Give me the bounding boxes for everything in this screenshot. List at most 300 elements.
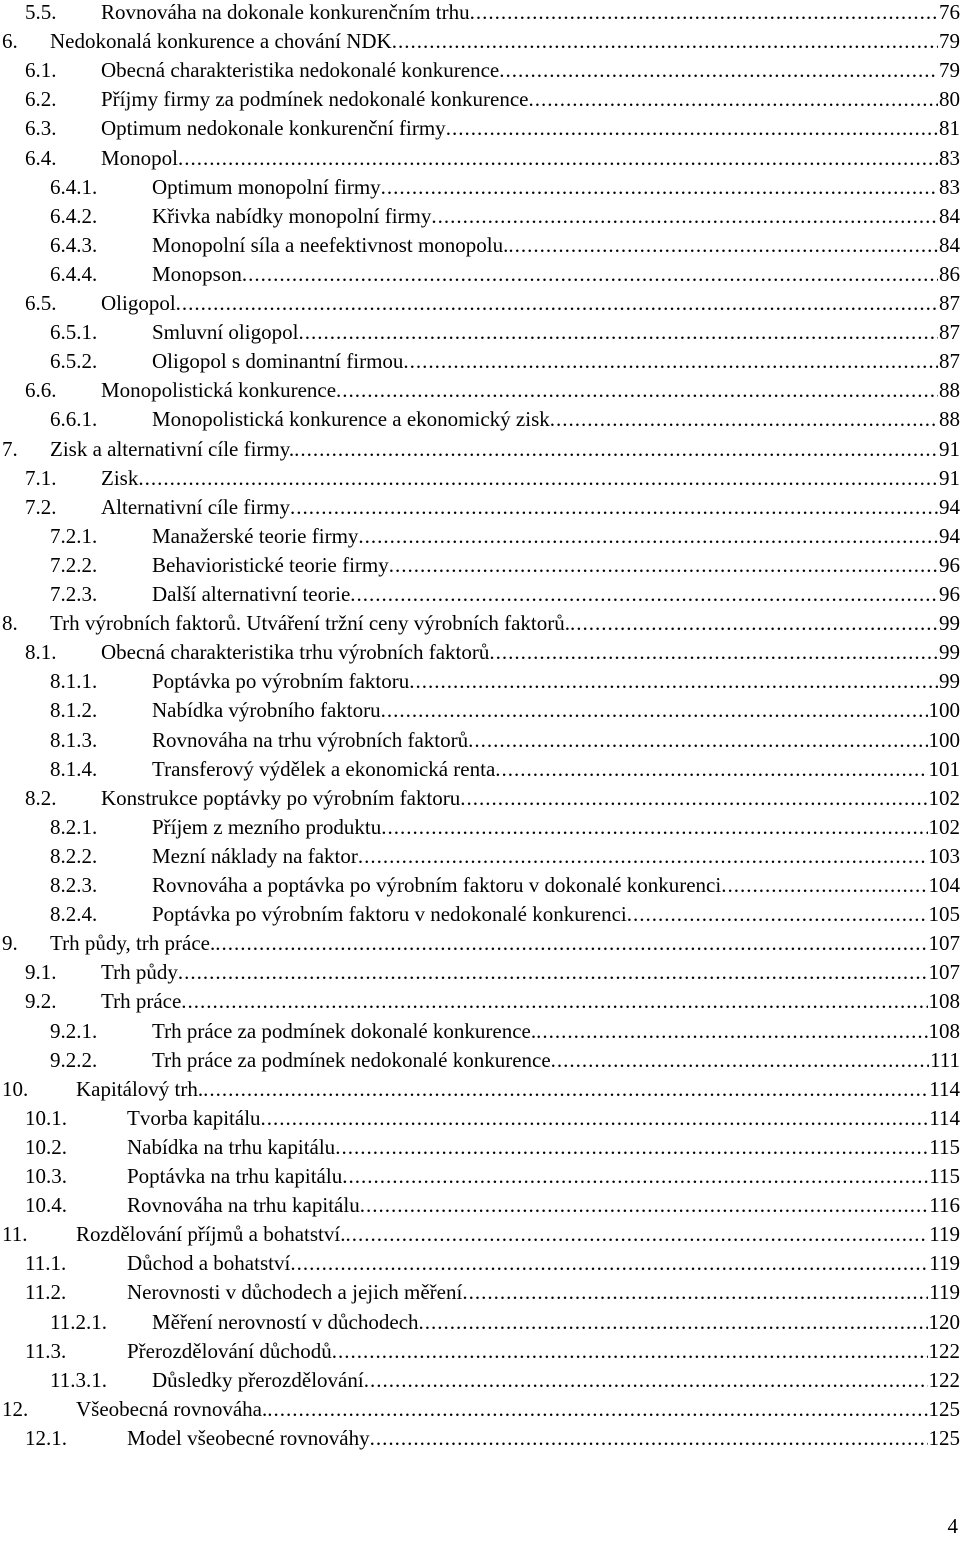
toc-entry-title: Rovnováha na trhu kapitálu (127, 1193, 360, 1218)
toc-entry-number: 6.2. (25, 87, 57, 112)
toc-entry-number: 7.1. (25, 465, 57, 490)
toc-entry-title: Zisk (101, 465, 139, 490)
toc-entry-title: Poptávka po výrobním faktoru v nedokonalé konkurenci (152, 902, 627, 927)
toc-dot-leader (267, 1395, 927, 1424)
toc-entry-page: 87 (939, 349, 960, 374)
toc-dot-leader (550, 405, 938, 434)
toc-entry-number: 6.4.1. (50, 174, 98, 199)
toc-entry-title: Oligopol s dominantní firmou (152, 349, 404, 374)
toc-entry-page: 122 (928, 1367, 960, 1392)
toc-dot-leader (431, 202, 938, 231)
toc-entry-page: 120 (928, 1309, 960, 1334)
toc-entry-page: 104 (928, 873, 960, 897)
toc-entry-number: 12.1. (25, 1425, 67, 1450)
toc-entry-number: 6.4.2. (50, 203, 98, 228)
toc-entry-title: Behavioristické teorie firmy (152, 552, 389, 577)
toc-dot-leader (536, 1017, 927, 1046)
toc-entry[interactable] (0, 580, 960, 609)
toc-dot-leader (345, 1220, 928, 1249)
toc-entry-number: 11.2.1. (50, 1309, 107, 1334)
toc-entry-line (127, 1104, 960, 1133)
toc-dot-leader (499, 56, 938, 85)
toc-entry-number: 9.2.1. (50, 1018, 98, 1043)
toc-entry-page: 76 (939, 0, 960, 24)
toc-entry-page: 91 (939, 465, 960, 490)
toc-entry[interactable] (0, 1308, 960, 1337)
toc-entry[interactable] (0, 27, 960, 56)
toc-entry-page: 119 (929, 1280, 960, 1305)
toc-entry-page: 100 (928, 727, 960, 752)
toc-entry-line (101, 638, 960, 667)
toc-entry-line (76, 1220, 960, 1249)
toc-entry-page: 116 (929, 1193, 960, 1218)
toc-entry-page: 83 (939, 174, 960, 199)
toc-entry-line (101, 56, 960, 85)
toc-entry-number: 6.4.4. (50, 261, 98, 286)
toc-entry-page: 79 (939, 58, 960, 83)
toc-entry[interactable] (0, 842, 960, 871)
toc-entry-line (50, 435, 960, 464)
toc-entry-page: 125 (928, 1396, 960, 1421)
toc-dot-leader (370, 1424, 928, 1453)
toc-entry-page: 96 (939, 552, 960, 577)
toc-entry-number: 9.2.2. (50, 1047, 98, 1072)
toc-entry-page: 105 (928, 902, 960, 927)
toc-entry-title: Tvorba kapitálu (127, 1105, 261, 1130)
toc-entry-page: 83 (939, 145, 960, 170)
toc-entry-title: Poptávka na trhu kapitálu (127, 1164, 343, 1188)
toc-entry-line (101, 987, 960, 1016)
toc-entry-page: 114 (929, 1105, 960, 1130)
toc-entry[interactable] (0, 987, 960, 1016)
toc-entry-number: 9. (2, 931, 18, 956)
toc-entry-number: 11.1. (25, 1251, 67, 1276)
toc-entry-line (127, 1337, 960, 1366)
toc-entry-page: 96 (939, 582, 960, 606)
toc-entry[interactable] (0, 755, 960, 784)
toc-dot-leader (178, 144, 938, 173)
toc-entry-page: 102 (928, 785, 960, 810)
toc-dot-leader (528, 85, 938, 114)
toc-entry[interactable] (0, 1278, 960, 1307)
toc-entry-title: Poptávka po výrobním faktoru (152, 669, 410, 694)
toc-entry[interactable] (0, 435, 960, 464)
toc-entry-line (50, 27, 960, 56)
toc-entry-page: 99 (939, 611, 960, 636)
toc-dot-leader (298, 318, 938, 347)
toc-dot-leader (508, 231, 938, 260)
toc-dot-leader (381, 173, 938, 202)
toc-entry-number: 7.2.1. (50, 523, 98, 548)
toc-entry[interactable] (0, 1395, 960, 1424)
toc-entry-title: Monopol (101, 145, 179, 170)
toc-entry-title: Trh půdy (101, 960, 178, 985)
toc-entry[interactable] (0, 231, 960, 260)
toc-entry-line (101, 144, 960, 173)
toc-entry-number: 10.2. (25, 1134, 67, 1159)
toc-entry-page: 119 (929, 1222, 960, 1247)
toc-entry-page: 108 (928, 989, 960, 1014)
toc-entry[interactable] (0, 1133, 960, 1162)
toc-entry[interactable] (0, 318, 960, 347)
toc-dot-leader (381, 813, 927, 842)
toc-entry-number: 8.2.4. (50, 902, 98, 927)
toc-dot-leader (290, 1249, 928, 1278)
toc-entry[interactable] (0, 1366, 960, 1395)
toc-entry-number: 9.2. (25, 989, 57, 1014)
toc-entry-line (127, 1162, 960, 1191)
toc-entry-title: Důchod a bohatství (127, 1251, 291, 1276)
toc-entry-line (101, 958, 960, 987)
toc-entry[interactable] (0, 1162, 960, 1191)
toc-entry-page: 84 (939, 203, 960, 228)
toc-dot-leader (570, 609, 938, 638)
toc-dot-leader (215, 929, 927, 958)
toc-entry-page: 125 (928, 1425, 960, 1450)
toc-dot-leader (460, 784, 927, 813)
toc-entry[interactable] (0, 202, 960, 231)
toc-dot-leader (178, 958, 928, 987)
toc-entry-page: 80 (939, 87, 960, 112)
toc-dot-leader (381, 696, 928, 725)
toc-entry-title: Další alternativní teorie (152, 582, 351, 606)
toc-entry-title: Nabídka výrobního faktoru (152, 698, 381, 723)
toc-entry-page: 94 (939, 523, 960, 548)
toc-entry[interactable] (0, 1075, 960, 1104)
toc-entry-number: 8.2.1. (50, 814, 98, 839)
toc-entry-title: Důsledky přerozdělování (152, 1367, 364, 1392)
toc-entry-number: 8.1.1. (50, 669, 98, 694)
toc-dot-leader (389, 551, 938, 580)
toc-entry-line (152, 696, 960, 725)
toc-entry[interactable] (0, 667, 960, 696)
toc-dot-leader (470, 0, 938, 27)
toc-dot-leader (358, 842, 928, 871)
toc-entry-title: Monopolní síla a neefektivnost monopolu. (152, 232, 509, 257)
toc-entry-title: Křivka nabídky monopolní firmy (152, 203, 432, 228)
toc-entry[interactable] (0, 726, 960, 755)
toc-entry-page: 88 (939, 407, 960, 432)
toc-entry-number: 11.3. (25, 1338, 67, 1363)
toc-entry-title: Trh práce (101, 989, 182, 1014)
toc-dot-leader (409, 667, 938, 696)
toc-entry-line (101, 289, 960, 318)
toc-entry-title: Trh půdy, trh práce. (50, 931, 216, 956)
toc-dot-leader (446, 114, 938, 143)
toc-entry-line (76, 1075, 960, 1104)
toc-dot-leader (290, 493, 938, 522)
toc-entry-title: Nerovnosti v důchodech a jejich měření (127, 1280, 463, 1305)
toc-dot-leader (176, 289, 938, 318)
toc-entry-page: 86 (939, 261, 960, 286)
toc-entry-title: Manažerské teorie firmy (152, 523, 359, 548)
toc-entry-line (152, 405, 960, 434)
toc-entry-title: Přerozdělování důchodů (127, 1338, 332, 1363)
toc-entry-line (152, 580, 960, 609)
toc-entry-line (152, 726, 960, 755)
toc-entry-number: 7. (2, 436, 18, 461)
toc-entry-title: Trh práce za podmínek nedokonalé konkurence (152, 1047, 551, 1072)
toc-entry-number: 11. (2, 1222, 28, 1247)
toc-entry-line (152, 522, 960, 551)
toc-entry[interactable] (0, 958, 960, 987)
toc-dot-leader (336, 376, 938, 405)
toc-entry-number: 11.2. (25, 1280, 67, 1305)
toc-entry-title: Měření nerovností v důchodech (152, 1309, 419, 1334)
toc-dot-leader (358, 522, 938, 551)
toc-entry-page: 107 (928, 960, 960, 985)
toc-dot-leader (495, 755, 927, 784)
toc-entry-line (101, 0, 960, 27)
toc-entry-page: 108 (928, 1018, 960, 1043)
toc-entry-number: 8.2.3. (50, 873, 98, 897)
toc-entry-number: 8. (2, 611, 18, 636)
toc-entry-number: 8.1.3. (50, 727, 98, 752)
toc-entry-page: 115 (929, 1164, 960, 1188)
toc-entry-page: 87 (939, 320, 960, 345)
toc-entry-line (50, 929, 960, 958)
toc-entry[interactable] (0, 696, 960, 725)
toc-entry[interactable] (0, 929, 960, 958)
toc-entry[interactable] (0, 1249, 960, 1278)
toc-entry-page: 101 (928, 756, 960, 781)
toc-entry[interactable] (0, 1191, 960, 1220)
toc-dot-leader (335, 1133, 928, 1162)
toc-entry-number: 8.2. (25, 785, 57, 810)
toc-entry[interactable] (0, 376, 960, 405)
toc-entry-line (152, 202, 960, 231)
toc-entry-number: 6.4. (25, 145, 57, 170)
toc-entry-title: Mezní náklady na faktor (152, 843, 358, 868)
toc-entry-title: Všeobecná rovnováha. (76, 1396, 268, 1421)
toc-entry[interactable] (0, 405, 960, 434)
toc-entry-title: Zisk a alternativní cíle firmy. (50, 436, 295, 461)
toc-entry[interactable] (0, 1046, 960, 1075)
toc-entry-line (152, 551, 960, 580)
toc-entry-line (152, 1308, 960, 1337)
toc-entry-title: Obecná charakteristika trhu výrobních faktorů (101, 640, 490, 665)
toc-entry[interactable] (0, 85, 960, 114)
toc-entry-line (152, 260, 960, 289)
toc-entry[interactable] (0, 56, 960, 85)
toc-entry-page: 111 (930, 1047, 960, 1072)
toc-entry-title: Příjem z mezního produktu (152, 814, 382, 839)
toc-entry-page: 88 (939, 378, 960, 403)
toc-entry[interactable] (0, 173, 960, 202)
toc-entry[interactable] (0, 1337, 960, 1366)
toc-entry[interactable] (0, 289, 960, 318)
toc-dot-leader (294, 435, 938, 464)
toc-entry[interactable] (0, 784, 960, 813)
toc-dot-leader (721, 871, 927, 900)
toc-entry-page: 115 (929, 1134, 960, 1159)
toc-entry-number: 6.6. (25, 378, 57, 403)
toc-entry-title: Obecná charakteristika nedokonalé konkurence (101, 58, 500, 83)
toc-entry-line (127, 1424, 960, 1453)
toc-entry-number: 10.4. (25, 1193, 67, 1218)
toc-dot-leader (364, 1366, 928, 1395)
toc-entry-title: Optimum nedokonale konkurenční firmy (101, 116, 446, 141)
toc-entry-title: Alternativní cíle firmy (101, 494, 290, 519)
toc-entry[interactable] (0, 260, 960, 289)
toc-entry-number: 6.3. (25, 116, 57, 141)
toc-entry[interactable] (0, 347, 960, 376)
toc-entry-title: Nabídka na trhu kapitálu (127, 1134, 336, 1159)
toc-entry-line (101, 114, 960, 143)
toc-entry[interactable] (0, 871, 960, 900)
toc-entry-number: 7.2.3. (50, 582, 98, 606)
toc-dot-leader (462, 1278, 928, 1307)
toc-entry-number: 10.1. (25, 1105, 67, 1130)
toc-entry-number: 10.3. (25, 1164, 67, 1188)
toc-entry-line (101, 493, 960, 522)
toc-entry-line (101, 376, 960, 405)
toc-entry-number: 8.1. (25, 640, 57, 665)
toc-entry-line (152, 318, 960, 347)
toc-entry-title: Transferový výdělek a ekonomická renta (152, 756, 496, 781)
toc-entry-number: 11.3.1. (50, 1367, 107, 1392)
toc-dot-leader (242, 260, 938, 289)
toc-dot-leader (551, 1046, 929, 1075)
toc-dot-leader (332, 1337, 928, 1366)
toc-entry-line (152, 900, 960, 929)
toc-dot-leader (360, 1191, 929, 1220)
toc-entry-page: 79 (939, 29, 960, 54)
toc-entry-page: 87 (939, 291, 960, 315)
toc-entry-page: 107 (928, 931, 960, 956)
toc-entry-page: 100 (928, 698, 960, 723)
toc-entry-line (152, 173, 960, 202)
toc-dot-leader (342, 1162, 928, 1191)
toc-entry-title: Konstrukce poptávky po výrobním faktoru (101, 785, 461, 810)
toc-entry-line (152, 667, 960, 696)
toc-entry-number: 10. (2, 1076, 29, 1101)
toc-entry-number: 5.5. (25, 0, 57, 24)
toc-entry-title: Rovnováha na dokonale konkurenčním trhu (101, 0, 470, 24)
toc-dot-leader (350, 580, 938, 609)
toc-entry-page: 102 (928, 814, 960, 839)
toc-entry-number: 9.1. (25, 960, 57, 985)
toc-entry-title: Trh výrobních faktorů. Utváření tržní ceny výrobních faktorů. (50, 611, 571, 636)
toc-entry-line (152, 813, 960, 842)
toc-entry-line (127, 1191, 960, 1220)
toc-entry-number: 6.4.3. (50, 232, 98, 257)
toc-entry[interactable] (0, 638, 960, 667)
toc-dot-leader (203, 1075, 928, 1104)
toc-entry[interactable] (0, 1017, 960, 1046)
toc-entry-title: Monopolistická konkurence a ekonomický zisk (152, 407, 550, 432)
toc-entry-line (152, 842, 960, 871)
toc-entry-number: 8.1.4. (50, 756, 98, 781)
toc-entry-title: Monopolistická konkurence (101, 378, 337, 403)
toc-entry-line (152, 231, 960, 260)
toc-dot-leader (419, 1308, 928, 1337)
toc-entry-title: Rozdělování příjmů a bohatství. (76, 1222, 346, 1247)
toc-entry-title: Rovnováha a poptávka po výrobním faktoru v dokonalé konkurenci (152, 873, 722, 897)
toc-entry-page: 119 (929, 1251, 960, 1276)
toc-entry-number: 8.1.2. (50, 698, 98, 723)
toc-entry-line (76, 1395, 960, 1424)
toc-dot-leader (392, 27, 938, 56)
toc-entry[interactable] (0, 609, 960, 638)
toc-entry[interactable] (0, 493, 960, 522)
toc-entry-line (101, 784, 960, 813)
toc-entry-line (152, 1046, 960, 1075)
toc-entry[interactable] (0, 1424, 960, 1453)
toc-entry-line (101, 464, 960, 493)
toc-dot-leader (468, 726, 927, 755)
toc-entry-number: 6.1. (25, 58, 57, 83)
toc-entry-page: 94 (939, 494, 960, 519)
toc-entry-number: 6. (2, 29, 18, 54)
toc-entry-number: 12. (2, 1396, 29, 1421)
toc-entry-title: Trh práce za podmínek dokonalé konkurence. (152, 1018, 537, 1043)
toc-entry-number: 6.5.2. (50, 349, 98, 374)
toc-entry[interactable] (0, 551, 960, 580)
toc-entry-title: Smluvní oligopol (152, 320, 299, 345)
toc-entry[interactable] (0, 1104, 960, 1133)
toc-entry-page: 122 (928, 1338, 960, 1363)
toc-dot-leader (403, 347, 938, 376)
toc-entry-number: 6.5. (25, 291, 57, 315)
toc-dot-leader (489, 638, 938, 667)
toc-entry[interactable] (0, 813, 960, 842)
toc-entry-title: Příjmy firmy za podmínek nedokonalé konkurence (101, 87, 529, 112)
toc-entry-page: 103 (928, 843, 960, 868)
toc-entry-number: 6.6.1. (50, 407, 98, 432)
toc-dot-leader (181, 987, 927, 1016)
toc-entry[interactable] (0, 114, 960, 143)
page-number: 4 (947, 1514, 958, 1538)
toc-entry-title: Oligopol (101, 291, 176, 315)
toc-entry-line (127, 1133, 960, 1162)
toc-entry-title: Rovnováha na trhu výrobních faktorů (152, 727, 469, 752)
toc-entry-title: Model všeobecné rovnováhy (127, 1425, 370, 1450)
toc-entry[interactable] (0, 900, 960, 929)
toc-dot-leader (627, 900, 928, 929)
toc-entry-page: 99 (939, 669, 960, 694)
toc-entry-line (152, 1017, 960, 1046)
toc-dot-leader (138, 464, 938, 493)
toc-entry-page: 114 (929, 1076, 960, 1101)
toc-entry-line (127, 1249, 960, 1278)
toc-entry-line (101, 85, 960, 114)
toc-entry-title: Monopson (152, 261, 242, 286)
toc-entry-line (152, 347, 960, 376)
toc-entry-page: 84 (939, 232, 960, 257)
toc-entry[interactable] (0, 1220, 960, 1249)
toc-entry-number: 7.2.2. (50, 552, 98, 577)
toc-entry-page: 99 (939, 640, 960, 665)
toc-entry-page: 91 (939, 436, 960, 461)
toc-entry-number: 7.2. (25, 494, 57, 519)
toc-entry-number: 8.2.2. (50, 843, 98, 868)
toc-entry-line (127, 1278, 960, 1307)
toc-entry[interactable] (0, 464, 960, 493)
toc-entry-line (152, 1366, 960, 1395)
toc-entry-page: 81 (939, 116, 960, 141)
toc-entry[interactable] (0, 0, 960, 27)
toc-entry-line (152, 755, 960, 784)
toc-entry-line (50, 609, 960, 638)
toc-entry-title: Kapitálový trh. (76, 1076, 204, 1101)
toc-entry-title: Nedokonalá konkurence a chování NDK (50, 29, 392, 54)
toc-entry-line (152, 871, 960, 900)
toc-entry-number: 6.5.1. (50, 320, 98, 345)
toc-entry[interactable] (0, 144, 960, 173)
toc-entry[interactable] (0, 522, 960, 551)
toc-entry-title: Optimum monopolní firmy (152, 174, 381, 199)
